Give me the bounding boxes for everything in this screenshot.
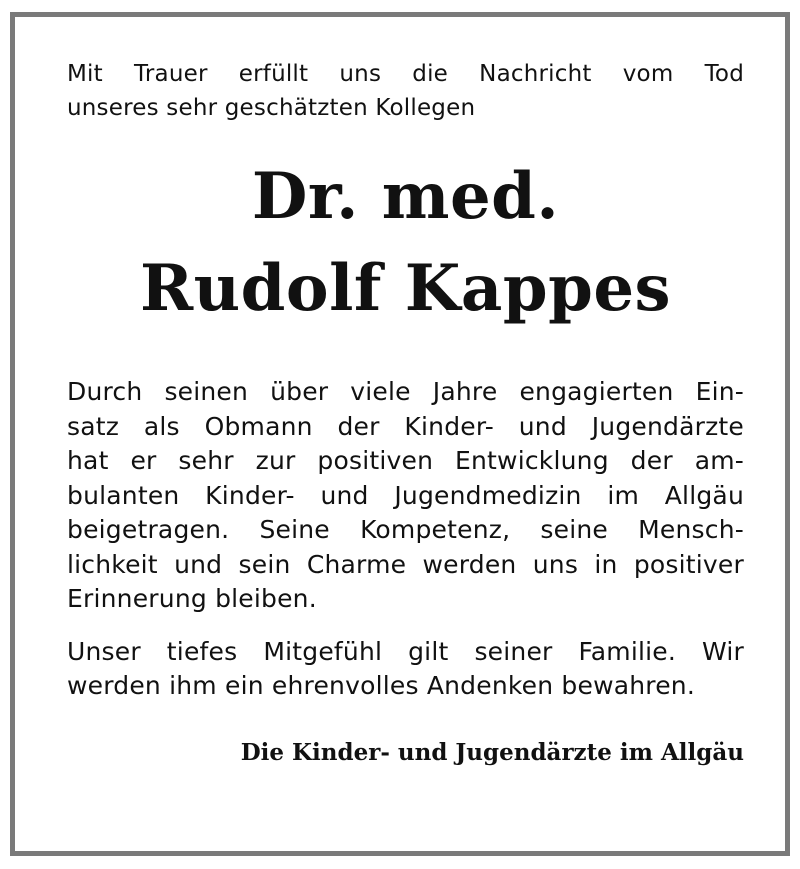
tribute-line: bulanten Kinder- und Jugendmedizin im Allgäu <box>67 480 744 510</box>
intro-line: Mit Trauer erfüllt uns die Nachricht vom Tod <box>67 61 744 87</box>
tribute-line: satz als Obmann der Kinder- und Jugendärzte <box>67 411 744 441</box>
tribute-line: Durch seinen über viele Jahre engagierten Ein- <box>67 377 744 406</box>
tribute-line: hat er sehr zur positiven Entwicklung der am- <box>67 446 744 475</box>
tribute-line: Erinnerung bleiben. <box>67 584 317 613</box>
condolence-paragraph <box>67 635 744 704</box>
intro-line: unseres sehr geschätzten Kollegen <box>67 95 476 121</box>
signature: Die Kinder- und Jugendärzte im Allgäu <box>240 738 744 766</box>
intro-paragraph <box>67 57 744 125</box>
obituary-frame <box>10 12 790 856</box>
tribute-paragraph <box>67 375 744 617</box>
name-line-title: Dr. med. <box>251 159 560 234</box>
condolence-line: Unser tiefes Mitgefühl gilt seiner Familie. Wir <box>67 636 744 666</box>
tribute-line: lichkeit und sein Charme werden uns in positiver <box>67 549 744 579</box>
deceased-name <box>67 151 744 335</box>
obituary-content <box>67 57 744 770</box>
condolence-line: werden ihm ein ehrenvolles Andenken bewahren. <box>67 671 695 700</box>
name-line-full: Rudolf Kappes <box>139 251 672 326</box>
tribute-line: beigetragen. Seine Kompetenz, seine Mensch- <box>67 515 744 544</box>
